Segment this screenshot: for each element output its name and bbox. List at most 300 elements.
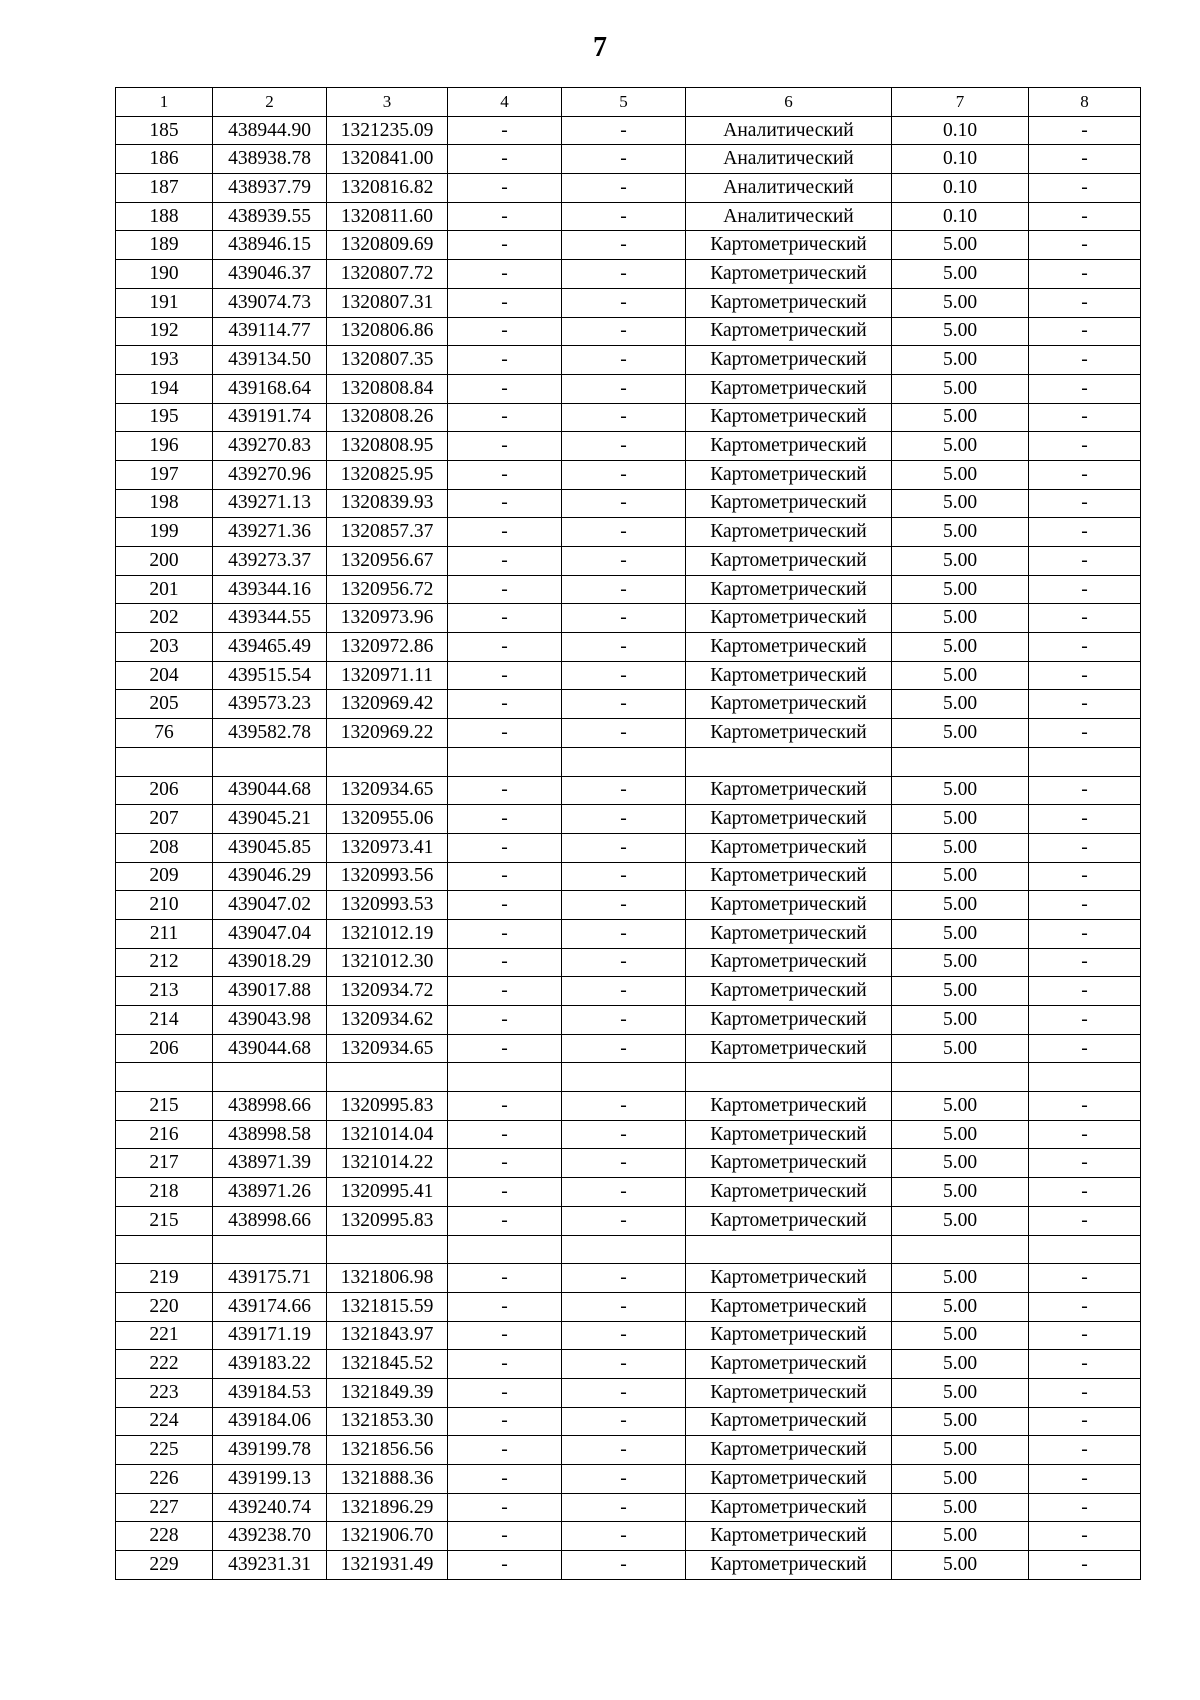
method-cell: Картометрический	[686, 288, 892, 317]
table-row	[116, 174, 1141, 203]
accuracy-cell: 5.00	[892, 1034, 1029, 1063]
y-coordinate-cell: 1321012.19	[327, 919, 448, 948]
method-cell: Картометрический	[686, 805, 892, 834]
point-number-cell: 76	[116, 719, 213, 748]
column-4-cell: -	[448, 805, 562, 834]
column-8-cell: -	[1029, 1034, 1141, 1063]
column-4-cell: -	[448, 288, 562, 317]
method-cell: Картометрический	[686, 1321, 892, 1350]
table-row	[116, 1149, 1141, 1178]
accuracy-cell: 5.00	[892, 833, 1029, 862]
column-5-cell: -	[562, 317, 686, 346]
x-coordinate-cell: 439273.37	[213, 547, 327, 576]
method-cell: Картометрический	[686, 776, 892, 805]
point-number-cell: 212	[116, 948, 213, 977]
x-coordinate-cell: 439045.85	[213, 833, 327, 862]
column-4-cell: -	[448, 489, 562, 518]
x-coordinate-cell: 439344.16	[213, 575, 327, 604]
column-8-cell: -	[1029, 977, 1141, 1006]
y-coordinate-cell: 1320808.84	[327, 374, 448, 403]
accuracy-cell: 5.00	[892, 719, 1029, 748]
accuracy-cell: 0.10	[892, 202, 1029, 231]
accuracy-cell: 5.00	[892, 633, 1029, 662]
column-4-cell: -	[448, 1178, 562, 1207]
method-cell: Картометрический	[686, 1178, 892, 1207]
point-number-cell: 215	[116, 1206, 213, 1235]
table-row	[116, 1034, 1141, 1063]
accuracy-cell: 5.00	[892, 1120, 1029, 1149]
point-number-cell: 200	[116, 547, 213, 576]
column-8-cell: -	[1029, 604, 1141, 633]
y-coordinate-cell: 1320825.95	[327, 460, 448, 489]
x-coordinate-cell: 438971.39	[213, 1149, 327, 1178]
column-5-cell: -	[562, 288, 686, 317]
column-8-cell: -	[1029, 317, 1141, 346]
table-row	[116, 1378, 1141, 1407]
point-number-cell: 229	[116, 1551, 213, 1580]
empty-cell	[116, 747, 213, 776]
column-4-cell: -	[448, 661, 562, 690]
x-coordinate-cell: 439134.50	[213, 346, 327, 375]
column-5-cell: -	[562, 1465, 686, 1494]
column-8-cell: -	[1029, 1350, 1141, 1379]
x-coordinate-cell: 439043.98	[213, 1006, 327, 1035]
column-5-cell: -	[562, 1264, 686, 1293]
method-cell: Картометрический	[686, 948, 892, 977]
y-coordinate-cell: 1321014.22	[327, 1149, 448, 1178]
column-8-cell: -	[1029, 1292, 1141, 1321]
table-row	[116, 1321, 1141, 1350]
empty-cell	[562, 747, 686, 776]
column-5-cell: -	[562, 547, 686, 576]
accuracy-cell: 5.00	[892, 1149, 1029, 1178]
column-4-cell: -	[448, 1092, 562, 1121]
column-4-cell: -	[448, 403, 562, 432]
x-coordinate-cell: 439582.78	[213, 719, 327, 748]
column-8-cell: -	[1029, 690, 1141, 719]
table-row	[116, 833, 1141, 862]
method-cell: Картометрический	[686, 575, 892, 604]
table-row	[116, 862, 1141, 891]
x-coordinate-cell: 438998.58	[213, 1120, 327, 1149]
column-4-cell: -	[448, 776, 562, 805]
empty-cell	[892, 1235, 1029, 1264]
coordinates-table	[115, 87, 1141, 1580]
table-row	[116, 202, 1141, 231]
column-5-cell: -	[562, 346, 686, 375]
column-4-cell: -	[448, 1292, 562, 1321]
y-coordinate-cell: 1320973.41	[327, 833, 448, 862]
method-cell: Картометрический	[686, 633, 892, 662]
y-coordinate-cell: 1321906.70	[327, 1522, 448, 1551]
separator-row	[116, 1235, 1141, 1264]
x-coordinate-cell: 439045.21	[213, 805, 327, 834]
table-row	[116, 661, 1141, 690]
column-5-cell: -	[562, 1378, 686, 1407]
table-row	[116, 1350, 1141, 1379]
column-number-row	[116, 88, 1141, 117]
y-coordinate-cell: 1320971.11	[327, 661, 448, 690]
method-cell: Картометрический	[686, 1264, 892, 1293]
column-4-cell: -	[448, 460, 562, 489]
point-number-cell: 192	[116, 317, 213, 346]
table-row	[116, 288, 1141, 317]
column-5-cell: -	[562, 1206, 686, 1235]
empty-cell	[448, 1235, 562, 1264]
y-coordinate-cell: 1320955.06	[327, 805, 448, 834]
point-number-cell: 208	[116, 833, 213, 862]
column-5-cell: -	[562, 460, 686, 489]
column-8-cell: -	[1029, 432, 1141, 461]
x-coordinate-cell: 439271.36	[213, 518, 327, 547]
column-8-cell: -	[1029, 1178, 1141, 1207]
empty-cell	[1029, 1063, 1141, 1092]
table-row	[116, 1178, 1141, 1207]
point-number-cell: 214	[116, 1006, 213, 1035]
column-4-cell: -	[448, 604, 562, 633]
column-4-cell: -	[448, 174, 562, 203]
accuracy-cell: 5.00	[892, 575, 1029, 604]
column-5-cell: -	[562, 575, 686, 604]
column-4-cell: -	[448, 633, 562, 662]
point-number-cell: 209	[116, 862, 213, 891]
column-4-cell: -	[448, 231, 562, 260]
column-5-cell: -	[562, 489, 686, 518]
y-coordinate-cell: 1320807.31	[327, 288, 448, 317]
accuracy-cell: 0.10	[892, 116, 1029, 145]
x-coordinate-cell: 439183.22	[213, 1350, 327, 1379]
method-cell: Аналитический	[686, 145, 892, 174]
column-8-cell: -	[1029, 719, 1141, 748]
column-8-cell: -	[1029, 547, 1141, 576]
point-number-cell: 213	[116, 977, 213, 1006]
table-row	[116, 1006, 1141, 1035]
table-row	[116, 1551, 1141, 1580]
x-coordinate-cell: 438998.66	[213, 1092, 327, 1121]
x-coordinate-cell: 439168.64	[213, 374, 327, 403]
point-number-cell: 216	[116, 1120, 213, 1149]
column-8-cell: -	[1029, 145, 1141, 174]
method-cell: Картометрический	[686, 833, 892, 862]
column-5-cell: -	[562, 403, 686, 432]
point-number-cell: 222	[116, 1350, 213, 1379]
column-4-cell: -	[448, 116, 562, 145]
column-5-cell: -	[562, 202, 686, 231]
column-4-cell: -	[448, 1436, 562, 1465]
method-cell: Картометрический	[686, 1465, 892, 1494]
column-8-cell: -	[1029, 1378, 1141, 1407]
column-header: 3	[327, 88, 448, 117]
accuracy-cell: 5.00	[892, 948, 1029, 977]
accuracy-cell: 5.00	[892, 1292, 1029, 1321]
method-cell: Картометрический	[686, 317, 892, 346]
column-5-cell: -	[562, 661, 686, 690]
column-4-cell: -	[448, 1522, 562, 1551]
point-number-cell: 217	[116, 1149, 213, 1178]
column-5-cell: -	[562, 833, 686, 862]
column-4-cell: -	[448, 202, 562, 231]
point-number-cell: 187	[116, 174, 213, 203]
x-coordinate-cell: 439047.04	[213, 919, 327, 948]
table-row	[116, 1465, 1141, 1494]
column-8-cell: -	[1029, 1493, 1141, 1522]
column-8-cell: -	[1029, 489, 1141, 518]
empty-cell	[116, 1235, 213, 1264]
x-coordinate-cell: 439271.13	[213, 489, 327, 518]
column-4-cell: -	[448, 1321, 562, 1350]
point-number-cell: 185	[116, 116, 213, 145]
point-number-cell: 206	[116, 1034, 213, 1063]
accuracy-cell: 5.00	[892, 403, 1029, 432]
column-5-cell: -	[562, 374, 686, 403]
column-4-cell: -	[448, 1264, 562, 1293]
column-4-cell: -	[448, 1493, 562, 1522]
y-coordinate-cell: 1320972.86	[327, 633, 448, 662]
method-cell: Картометрический	[686, 891, 892, 920]
y-coordinate-cell: 1320995.83	[327, 1206, 448, 1235]
empty-cell	[686, 747, 892, 776]
column-8-cell: -	[1029, 1264, 1141, 1293]
column-8-cell: -	[1029, 1436, 1141, 1465]
method-cell: Картометрический	[686, 547, 892, 576]
empty-cell	[686, 1063, 892, 1092]
x-coordinate-cell: 439238.70	[213, 1522, 327, 1551]
method-cell: Аналитический	[686, 116, 892, 145]
empty-cell	[892, 1063, 1029, 1092]
column-8-cell: -	[1029, 633, 1141, 662]
x-coordinate-cell: 439573.23	[213, 690, 327, 719]
method-cell: Картометрический	[686, 1206, 892, 1235]
y-coordinate-cell: 1320839.93	[327, 489, 448, 518]
y-coordinate-cell: 1321014.04	[327, 1120, 448, 1149]
point-number-cell: 211	[116, 919, 213, 948]
point-number-cell: 203	[116, 633, 213, 662]
x-coordinate-cell: 439044.68	[213, 776, 327, 805]
empty-cell	[562, 1063, 686, 1092]
table-row	[116, 719, 1141, 748]
y-coordinate-cell: 1320841.00	[327, 145, 448, 174]
column-8-cell: -	[1029, 776, 1141, 805]
column-4-cell: -	[448, 719, 562, 748]
table-row	[116, 547, 1141, 576]
column-5-cell: -	[562, 776, 686, 805]
x-coordinate-cell: 439191.74	[213, 403, 327, 432]
column-5-cell: -	[562, 1551, 686, 1580]
column-5-cell: -	[562, 1149, 686, 1178]
y-coordinate-cell: 1320969.22	[327, 719, 448, 748]
empty-cell	[1029, 1235, 1141, 1264]
column-header: 1	[116, 88, 213, 117]
point-number-cell: 228	[116, 1522, 213, 1551]
method-cell: Картометрический	[686, 432, 892, 461]
separator-row	[116, 1063, 1141, 1092]
column-4-cell: -	[448, 919, 562, 948]
accuracy-cell: 5.00	[892, 1206, 1029, 1235]
x-coordinate-cell: 439270.83	[213, 432, 327, 461]
point-number-cell: 226	[116, 1465, 213, 1494]
table-row	[116, 919, 1141, 948]
column-header: 8	[1029, 88, 1141, 117]
column-4-cell: -	[448, 891, 562, 920]
table-row	[116, 604, 1141, 633]
column-5-cell: -	[562, 633, 686, 662]
table-row	[116, 1206, 1141, 1235]
accuracy-cell: 5.00	[892, 977, 1029, 1006]
column-4-cell: -	[448, 977, 562, 1006]
column-4-cell: -	[448, 1551, 562, 1580]
table-row	[116, 1436, 1141, 1465]
point-number-cell: 218	[116, 1178, 213, 1207]
column-5-cell: -	[562, 116, 686, 145]
y-coordinate-cell: 1320934.65	[327, 776, 448, 805]
column-8-cell: -	[1029, 1149, 1141, 1178]
x-coordinate-cell: 439044.68	[213, 1034, 327, 1063]
column-8-cell: -	[1029, 116, 1141, 145]
accuracy-cell: 5.00	[892, 1350, 1029, 1379]
accuracy-cell: 5.00	[892, 346, 1029, 375]
table-row	[116, 776, 1141, 805]
x-coordinate-cell: 439017.88	[213, 977, 327, 1006]
table-row	[116, 1407, 1141, 1436]
point-number-cell: 199	[116, 518, 213, 547]
empty-cell	[116, 1063, 213, 1092]
table-row	[116, 1120, 1141, 1149]
x-coordinate-cell: 439074.73	[213, 288, 327, 317]
point-number-cell: 196	[116, 432, 213, 461]
table-row	[116, 317, 1141, 346]
accuracy-cell: 5.00	[892, 862, 1029, 891]
y-coordinate-cell: 1321806.98	[327, 1264, 448, 1293]
column-4-cell: -	[448, 260, 562, 289]
column-5-cell: -	[562, 977, 686, 1006]
table-row	[116, 1493, 1141, 1522]
column-5-cell: -	[562, 690, 686, 719]
method-cell: Картометрический	[686, 1522, 892, 1551]
method-cell: Картометрический	[686, 1292, 892, 1321]
accuracy-cell: 5.00	[892, 805, 1029, 834]
point-number-cell: 201	[116, 575, 213, 604]
column-5-cell: -	[562, 1120, 686, 1149]
column-8-cell: -	[1029, 260, 1141, 289]
column-8-cell: -	[1029, 862, 1141, 891]
method-cell: Аналитический	[686, 202, 892, 231]
method-cell: Картометрический	[686, 862, 892, 891]
accuracy-cell: 5.00	[892, 288, 1029, 317]
y-coordinate-cell: 1320934.62	[327, 1006, 448, 1035]
y-coordinate-cell: 1320995.41	[327, 1178, 448, 1207]
table-row	[116, 460, 1141, 489]
column-4-cell: -	[448, 575, 562, 604]
y-coordinate-cell: 1320809.69	[327, 231, 448, 260]
empty-cell	[448, 747, 562, 776]
x-coordinate-cell: 439046.29	[213, 862, 327, 891]
column-8-cell: -	[1029, 460, 1141, 489]
empty-cell	[892, 747, 1029, 776]
empty-cell	[327, 1235, 448, 1264]
column-8-cell: -	[1029, 1551, 1141, 1580]
point-number-cell: 220	[116, 1292, 213, 1321]
y-coordinate-cell: 1321856.56	[327, 1436, 448, 1465]
column-5-cell: -	[562, 1034, 686, 1063]
method-cell: Картометрический	[686, 1551, 892, 1580]
empty-cell	[213, 1063, 327, 1092]
accuracy-cell: 5.00	[892, 1465, 1029, 1494]
accuracy-cell: 5.00	[892, 891, 1029, 920]
column-5-cell: -	[562, 891, 686, 920]
accuracy-cell: 5.00	[892, 1493, 1029, 1522]
x-coordinate-cell: 439199.78	[213, 1436, 327, 1465]
method-cell: Картометрический	[686, 1092, 892, 1121]
method-cell: Картометрический	[686, 1493, 892, 1522]
table-row	[116, 346, 1141, 375]
column-8-cell: -	[1029, 661, 1141, 690]
column-8-cell: -	[1029, 231, 1141, 260]
column-4-cell: -	[448, 1149, 562, 1178]
column-8-cell: -	[1029, 1006, 1141, 1035]
column-5-cell: -	[562, 1292, 686, 1321]
accuracy-cell: 5.00	[892, 1006, 1029, 1035]
column-header: 7	[892, 88, 1029, 117]
y-coordinate-cell: 1321888.36	[327, 1465, 448, 1494]
column-5-cell: -	[562, 1522, 686, 1551]
column-8-cell: -	[1029, 1522, 1141, 1551]
x-coordinate-cell: 439199.13	[213, 1465, 327, 1494]
column-8-cell: -	[1029, 288, 1141, 317]
x-coordinate-cell: 439114.77	[213, 317, 327, 346]
method-cell: Картометрический	[686, 346, 892, 375]
table-row	[116, 633, 1141, 662]
column-8-cell: -	[1029, 1120, 1141, 1149]
point-number-cell: 206	[116, 776, 213, 805]
accuracy-cell: 5.00	[892, 231, 1029, 260]
y-coordinate-cell: 1321012.30	[327, 948, 448, 977]
column-8-cell: -	[1029, 575, 1141, 604]
column-5-cell: -	[562, 719, 686, 748]
table-row	[116, 231, 1141, 260]
table-row	[116, 977, 1141, 1006]
column-header: 5	[562, 88, 686, 117]
column-4-cell: -	[448, 432, 562, 461]
column-5-cell: -	[562, 1350, 686, 1379]
accuracy-cell: 5.00	[892, 919, 1029, 948]
point-number-cell: 224	[116, 1407, 213, 1436]
column-4-cell: -	[448, 1407, 562, 1436]
column-5-cell: -	[562, 1493, 686, 1522]
column-4-cell: -	[448, 690, 562, 719]
x-coordinate-cell: 438946.15	[213, 231, 327, 260]
point-number-cell: 205	[116, 690, 213, 719]
separator-row	[116, 747, 1141, 776]
column-4-cell: -	[448, 1465, 562, 1494]
y-coordinate-cell: 1321845.52	[327, 1350, 448, 1379]
column-8-cell: -	[1029, 833, 1141, 862]
table-row	[116, 891, 1141, 920]
accuracy-cell: 5.00	[892, 547, 1029, 576]
method-cell: Картометрический	[686, 690, 892, 719]
method-cell: Картометрический	[686, 1436, 892, 1465]
table-row	[116, 403, 1141, 432]
y-coordinate-cell: 1320807.72	[327, 260, 448, 289]
column-8-cell: -	[1029, 891, 1141, 920]
x-coordinate-cell: 439270.96	[213, 460, 327, 489]
method-cell: Картометрический	[686, 231, 892, 260]
column-8-cell: -	[1029, 1206, 1141, 1235]
column-5-cell: -	[562, 231, 686, 260]
column-4-cell: -	[448, 1378, 562, 1407]
x-coordinate-cell: 439231.31	[213, 1551, 327, 1580]
x-coordinate-cell: 439046.37	[213, 260, 327, 289]
column-8-cell: -	[1029, 346, 1141, 375]
